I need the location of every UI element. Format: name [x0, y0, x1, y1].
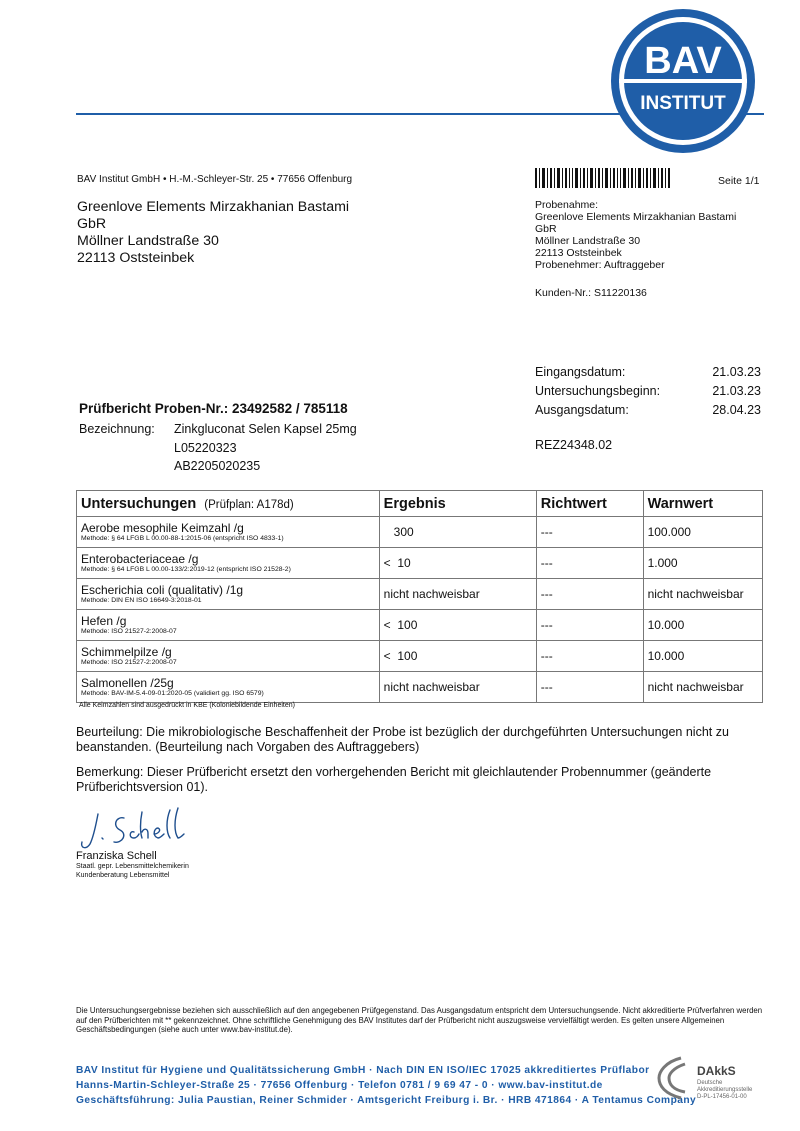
result-cell: < 100 [379, 610, 536, 641]
richtwert-cell: --- [536, 517, 643, 548]
table-row [77, 672, 763, 703]
date-value: 28.04.23 [712, 403, 761, 417]
richtwert-cell: --- [536, 672, 643, 703]
table-row [77, 610, 763, 641]
company-footer [76, 1063, 696, 1109]
date-row-eingang [535, 363, 761, 382]
signer-department: Kundenberatung Lebensmittel [76, 871, 170, 879]
dakks-line: Deutsche [697, 1080, 723, 1086]
legal-disclaimer: Die Untersuchungsergebnisse beziehen sich ausschließlich auf den angegebenen Prüfgegenstand. Das Ausgangsdatum entspricht dem Untersuchungsende. Nicht akkreditierte Prüfverfahren werden auf den Prüfberichten mit ** gekennzeichnet. Ohne schriftliche Genehmigung des BAV Institutes darf der Prüfbericht nicht auszugsweise vervielfältigt werden. Es gelten unsere Allgemeinen Geschäftsbedingungen (siehe auch unter www.bav-institut.de). [76, 1006, 763, 1035]
probenahme-line: 22113 Oststeinbek [535, 247, 622, 259]
warnwert-cell: nicht nachweisbar [643, 579, 762, 610]
date-label: Eingangsdatum: [535, 365, 626, 379]
result-cell [379, 517, 536, 548]
test-method: Methode: DIN EN ISO 16649-3:2018-01 [81, 596, 202, 604]
dakks-accreditation-logo [651, 1050, 771, 1110]
signer-name: Franziska Schell [76, 850, 157, 862]
date-value: 21.03.23 [712, 365, 761, 379]
warnwert-cell: 100.000 [643, 517, 762, 548]
warnwert-cell: 10.000 [643, 610, 762, 641]
dakks-line: D-PL-17456-01-00 [697, 1094, 747, 1100]
page-number: Seite 1/1 [718, 175, 760, 187]
customer-number: Kunden-Nr.: S11220136 [535, 287, 647, 299]
table-header-row [77, 491, 763, 517]
logo-text-institut: INSTITUT [640, 93, 726, 114]
dakks-line: Akkreditierungsstelle [697, 1087, 753, 1093]
result-cell: nicht nachweisbar [379, 579, 536, 610]
test-name: Salmonellen /25g [81, 675, 174, 690]
dates-block [535, 363, 761, 420]
bezeichnung-value: Zinkgluconat Selen Kapsel 25mg [174, 422, 357, 436]
rez-number: REZ24348.02 [535, 438, 613, 452]
result-value: 300 [393, 524, 414, 539]
probenahme-line: Probenehmer: Auftraggeber [535, 259, 665, 271]
table-footnote: Alle Keimzahlen sind ausgedrückt in KBE (Koloniebildende Einheiten) [79, 702, 295, 709]
report-title: Prüfbericht Proben-Nr.: 23492582 / 785118 [79, 401, 348, 416]
richtwert-cell: --- [536, 548, 643, 579]
header-richtwert: Richtwert [536, 491, 643, 517]
results-table [76, 490, 763, 703]
test-cell [77, 641, 380, 672]
logo-text-bav: BAV [644, 40, 722, 82]
signer-block [76, 850, 189, 880]
table-row [77, 548, 763, 579]
bemerkung-text: Bemerkung: Dieser Prüfbericht ersetzt den vorhergehenden Bericht mit gleichlautender Probennummer (geänderte Prüfberichtsversion 01). [76, 765, 712, 794]
probenahme-line: Greenlove Elements Mirzakhanian Bastami [535, 211, 737, 223]
recipient-line: 22113 Oststeinbek [77, 250, 195, 266]
footer-line: Geschäftsführung: Julia Paustian, Reiner Schmider · Amtsgericht Freiburg i. Br. · HRB 471864 · A Tentamus Company [76, 1095, 697, 1107]
test-name: Enterobacteriaceae /g [81, 551, 199, 566]
recipient-line: Möllner Landstraße 30 [77, 233, 219, 249]
test-method: Methode: § 64 LFGB L 00.00-133/2:2019-12 (entspricht ISO 21528-2) [81, 565, 291, 573]
test-cell [77, 579, 380, 610]
test-cell [77, 548, 380, 579]
test-name: Schimmelpilze /g [81, 644, 172, 659]
bezeichnung-label: Bezeichnung: [79, 422, 155, 436]
richtwert-cell: --- [536, 610, 643, 641]
header-untersuchungen-label: Untersuchungen [81, 495, 197, 512]
footer-line: Hanns-Martin-Schleyer-Straße 25 · 77656 Offenburg · Telefon 0781 / 9 69 47 - 0 · www.bav-institut.de [76, 1080, 603, 1092]
result-cell: < 10 [379, 548, 536, 579]
warnwert-cell: 10.000 [643, 641, 762, 672]
bezeichnung-value: AB2205020235 [174, 459, 261, 473]
barcode [535, 168, 670, 188]
test-method: Methode: BAV-IM-5.4-09-01:2020-05 (validiert gg. ISO 6579) [81, 689, 264, 697]
bav-institut-logo [609, 7, 757, 155]
probenahme-line: Möllner Landstraße 30 [535, 235, 641, 247]
richtwert-cell: --- [536, 579, 643, 610]
date-label: Ausgangsdatum: [535, 403, 629, 417]
signature-script-text: J. Schell [76, 800, 80, 801]
table-row [77, 641, 763, 672]
date-row-untersuchungsbeginn [535, 382, 761, 401]
warnwert-cell: nicht nachweisbar [643, 672, 762, 703]
date-label: Untersuchungsbeginn: [535, 384, 661, 398]
warnwert-cell: 1.000 [643, 548, 762, 579]
sender-address-line: BAV Institut GmbH • H.-M.-Schleyer-Str. 25 • 77656 Offenburg [77, 174, 353, 185]
recipient-line: GbR [77, 216, 107, 232]
signer-title: Staatl. gepr. Lebensmittelchemikerin [76, 863, 189, 870]
recipient-line: Greenlove Elements Mirzakhanian Bastami [77, 199, 350, 215]
recipient-address [77, 199, 349, 267]
table-row [77, 517, 763, 548]
result-cell: < 100 [379, 641, 536, 672]
header-pruefplan: (Prüfplan: A178d) [204, 498, 294, 511]
test-method: Methode: ISO 21527-2:2008-07 [81, 658, 177, 666]
header-ergebnis: Ergebnis [379, 491, 536, 517]
test-cell [77, 672, 380, 703]
beurteilung-text: Beurteilung: Die mikrobiologische Beschaffenheit der Probe ist bezüglich der durchgeführten Untersuchungen nicht zu beanstanden. (Beurteilung nach Vorgaben des Auftraggebers) [76, 725, 729, 754]
test-name: Escherichia coli (qualitativ) /1g [81, 582, 244, 597]
test-name: Hefen /g [81, 613, 127, 628]
date-value: 21.03.23 [712, 384, 761, 398]
probenahme-line: GbR [535, 223, 557, 235]
probenahme-block [535, 199, 736, 271]
test-name: Aerobe mesophile Keimzahl /g [81, 520, 244, 535]
date-row-ausgang [535, 401, 761, 420]
test-method: Methode: ISO 21527-2:2008-07 [81, 627, 177, 635]
header-warnwert: Warnwert [643, 491, 762, 517]
test-cell [77, 517, 380, 548]
footer-line: BAV Institut für Hygiene und Qualitätssicherung GmbH · Nach DIN EN ISO/IEC 17025 akkreditiertes Prüflabor [76, 1065, 650, 1076]
richtwert-cell: --- [536, 641, 643, 672]
test-method: Methode: § 64 LFGB L 00.00-88-1:2015-06 (entspricht ISO 4833-1) [81, 534, 284, 542]
table-row [77, 579, 763, 610]
test-cell [77, 610, 380, 641]
probenahme-line: Probenahme: [535, 199, 599, 211]
result-cell: nicht nachweisbar [379, 672, 536, 703]
header-untersuchungen [77, 491, 380, 517]
dakks-name: DAkkS [697, 1064, 736, 1078]
bezeichnung-value: L05220323 [174, 440, 237, 455]
